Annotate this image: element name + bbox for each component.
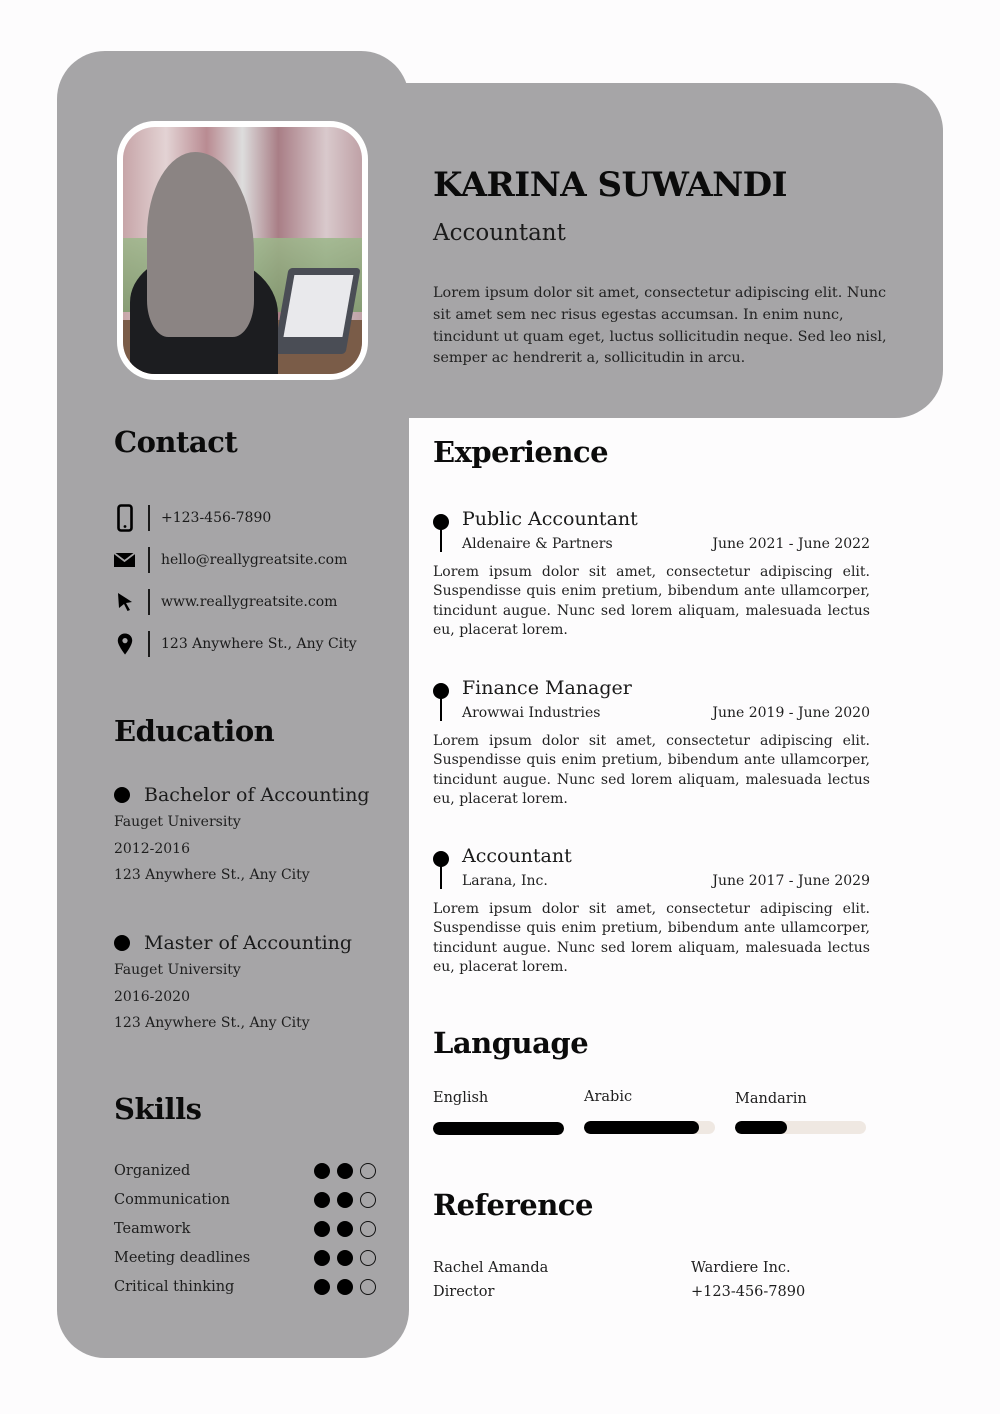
rating-dot-filled-icon [314, 1192, 330, 1208]
contact-heading: Contact [114, 425, 238, 459]
education-heading: Education [114, 714, 275, 748]
rating-dot-filled-icon [337, 1279, 353, 1295]
timeline-pin-icon [433, 514, 449, 554]
degree: Bachelor of Accounting [144, 784, 370, 806]
rating-dot-empty-icon [360, 1279, 376, 1295]
skill-rating [314, 1279, 376, 1295]
company: Arowwai Industries [462, 705, 601, 721]
contact-email [114, 545, 347, 575]
school: Fauget University [114, 814, 241, 830]
phone-icon [114, 504, 136, 532]
candidate-name: KARINA SUWANDI [433, 165, 788, 205]
profile-photo [123, 127, 362, 374]
contact-phone [114, 503, 271, 533]
skill-row [114, 1160, 376, 1182]
language-label: Arabic [584, 1089, 633, 1105]
language-bar [584, 1121, 715, 1134]
job-title: Accountant [462, 845, 572, 867]
rating-dot-filled-icon [314, 1221, 330, 1237]
job-title: Finance Manager [462, 677, 632, 699]
skill-row [114, 1189, 376, 1211]
skill-rating [314, 1221, 376, 1237]
skill-label: Organized [114, 1163, 191, 1179]
email-text: hello@reallygreatsite.com [161, 552, 348, 568]
reference-company: Wardiere Inc. [691, 1260, 791, 1276]
bullet-icon [114, 787, 130, 803]
language-bar-fill [433, 1122, 564, 1135]
company: Aldenaire & Partners [462, 536, 613, 552]
language-bar [433, 1122, 564, 1135]
experience-item [433, 677, 870, 810]
experience-heading: Experience [433, 435, 609, 469]
dates: June 2019 - June 2020 [712, 705, 870, 721]
cursor-icon [114, 588, 136, 616]
phone-text: +123-456-7890 [161, 510, 272, 526]
divider [148, 547, 150, 573]
skill-rating [314, 1163, 376, 1179]
rating-dot-empty-icon [360, 1192, 376, 1208]
rating-dot-filled-icon [314, 1279, 330, 1295]
timeline-pin-icon [433, 683, 449, 723]
divider [148, 505, 150, 531]
dates: June 2021 - June 2022 [712, 536, 870, 552]
mail-icon [114, 546, 136, 574]
address: 123 Anywhere St., Any City [114, 867, 310, 883]
language-label: Mandarin [735, 1091, 807, 1107]
years: 2016-2020 [114, 988, 190, 1005]
skill-rating [314, 1250, 376, 1266]
job-title: Public Accountant [462, 508, 638, 530]
reference-person [433, 1256, 548, 1304]
education-item [114, 784, 370, 886]
education-item [114, 932, 352, 1034]
reference-phone: +123-456-7890 [691, 1284, 806, 1300]
school: Fauget University [114, 962, 241, 978]
reference-heading: Reference [433, 1188, 593, 1222]
timeline-pin-icon [433, 851, 449, 891]
location-pin-icon [114, 630, 136, 658]
rating-dot-filled-icon [314, 1163, 330, 1179]
rating-dot-empty-icon [360, 1221, 376, 1237]
rating-dot-empty-icon [360, 1163, 376, 1179]
language-item [735, 1091, 866, 1134]
rating-dot-filled-icon [337, 1250, 353, 1266]
language-item [584, 1089, 715, 1134]
reference-contact [691, 1256, 805, 1304]
skills-heading: Skills [114, 1092, 202, 1126]
skill-row [114, 1276, 376, 1298]
language-bar-fill [584, 1121, 699, 1134]
divider [148, 589, 150, 615]
skill-label: Critical thinking [114, 1279, 235, 1295]
years: 2012-2016 [114, 840, 190, 857]
reference-name: Rachel Amanda [433, 1260, 549, 1276]
language-bar-fill [735, 1121, 787, 1134]
profile-summary: Lorem ipsum dolor sit amet, consectetur adipiscing elit. Nunc sit amet sem nec risus egestas accumsan. In enim nunc, tincidunt ut quam eget, luctus sollicitudin neque. Sed leo nisl, semper ac hendrerit a, sollicitudin in arcu. [433, 285, 887, 367]
skill-rating [314, 1192, 376, 1208]
job-description: Lorem ipsum dolor sit amet, consectetur adipiscing elit. Suspendisse quis enim pretium, bibendum ante ullamcorper, tincidunt augue. Nunc sed lorem aliquam, malesuada lectus eu, placerat lorem. [433, 901, 870, 976]
skill-row [114, 1247, 376, 1269]
skill-label: Teamwork [114, 1221, 191, 1237]
job-description: Lorem ipsum dolor sit amet, consectetur adipiscing elit. Suspendisse quis enim pretium, bibendum ante ullamcorper, tincidunt augue. Nunc sed lorem aliquam, malesuada lectus eu, placerat lorem. [433, 733, 870, 808]
dates: June 2017 - June 2029 [712, 873, 870, 889]
candidate-role: Accountant [433, 220, 566, 246]
website-text: www.reallygreatsite.com [161, 594, 338, 610]
profile-photo-frame [117, 121, 368, 380]
skill-label: Communication [114, 1192, 230, 1208]
rating-dot-empty-icon [360, 1250, 376, 1266]
bullet-icon [114, 935, 130, 951]
degree: Master of Accounting [144, 932, 353, 954]
contact-website [114, 587, 337, 617]
language-label: English [433, 1090, 489, 1106]
reference-position: Director [433, 1284, 495, 1300]
company: Larana, Inc. [462, 873, 548, 889]
divider [148, 631, 150, 657]
language-item [433, 1090, 564, 1135]
rating-dot-filled-icon [314, 1250, 330, 1266]
rating-dot-filled-icon [337, 1221, 353, 1237]
language-heading: Language [433, 1026, 589, 1060]
skill-label: Meeting deadlines [114, 1250, 251, 1266]
skill-row [114, 1218, 376, 1240]
experience-item [433, 845, 870, 978]
contact-address [114, 629, 357, 659]
rating-dot-filled-icon [337, 1163, 353, 1179]
rating-dot-filled-icon [337, 1192, 353, 1208]
job-description: Lorem ipsum dolor sit amet, consectetur adipiscing elit. Suspendisse quis enim pretium, bibendum ante ullamcorper, tincidunt augue. Nunc sed lorem aliquam, malesuada lectus eu, placerat lorem. [433, 564, 870, 639]
language-bar [735, 1121, 866, 1134]
address-text: 123 Anywhere St., Any City [161, 636, 357, 652]
address: 123 Anywhere St., Any City [114, 1015, 310, 1031]
experience-item [433, 508, 870, 641]
